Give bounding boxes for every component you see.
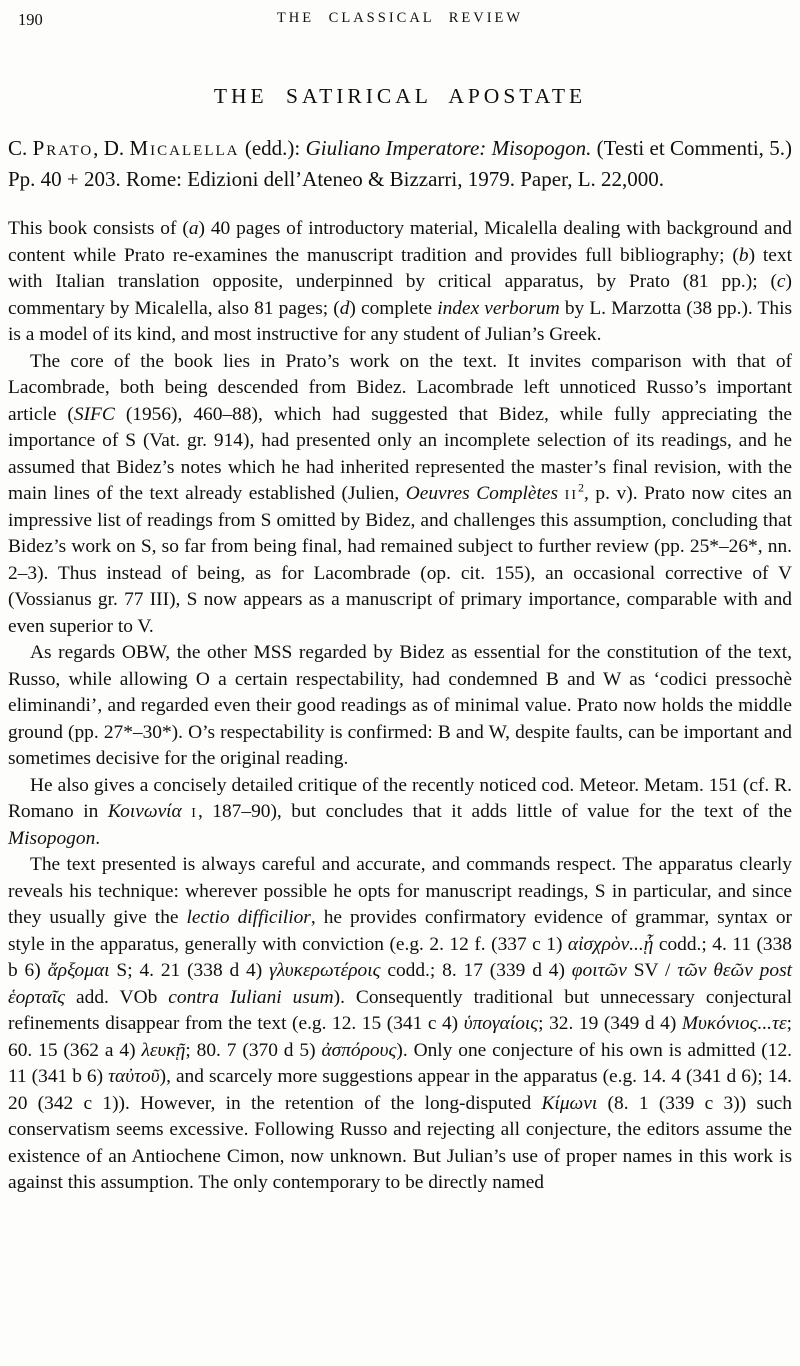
text-segment: τῶν θεῶν — [677, 960, 753, 981]
text-segment: add. VOb — [65, 986, 169, 1008]
paragraph — [8, 773, 792, 853]
text-segment: index verborum — [437, 297, 560, 319]
text-segment — [753, 960, 760, 981]
text-segment: ), and scarcely more suggestions appear in the apparatus (e.g. 14. 4 (341 d 6); 14. 20 (342 c 1)). However, in the retention of the long-disputed — [8, 1066, 792, 1114]
text-segment: by L. Marzotta (38 pp.). This is a model of its kind, and most instructive for any student of Julian’s Greek. — [8, 297, 793, 345]
text-segment: The core of the book lies in Prato’s work on the text. It invites comparison with that of Lacombrade, both being descended from Bidez. Lacombrade left unnoticed Russo’s important article ( — [8, 350, 792, 425]
text-segment: (1956), 460–88), which had suggested that Bidez, while fully appreciating the importance of S (Vat. gr. 914), had presented only an incomplete selection of its readings, and he assumed that Bidez’s notes which he had inherited represented the master’s final revision, with the main lines of the text already established (Julien, — [8, 403, 792, 504]
text-segment: SV / — [626, 960, 678, 981]
page-header — [8, 10, 792, 30]
text-segment: (edd.): — [239, 136, 306, 160]
text-segment: S; 4. 21 (338 d 4) — [109, 960, 270, 981]
text-segment: As regards OBW, the other MSS regarded by Bidez as essential for the constitution of the text, Russo, while allowing O a certain respectability, had condemned B and W as ‘codici pressochè eliminandi’, and regarded even their good readings as of minimal value. Prato now holds the middle ground (pp. 27*–30*). O’s respectability is confirmed: B and W, despite faults, can be important and sometimes decisive for the original reading. — [8, 642, 792, 769]
text-segment: ) commentary by Micalella, also 81 pages; ( — [8, 271, 792, 319]
text-segment — [558, 483, 565, 504]
text-segment: c — [776, 271, 786, 292]
text-segment: post — [759, 960, 792, 981]
text-segment: ). Consequently traditional but unnecessary conjectural refinements disappear from the text (e.g. 12. 15 (341 c 4) — [8, 986, 793, 1034]
text-segment: Misopogon — [8, 827, 96, 849]
text-segment: , he provides confirmatory evidence of grammar, syntax or style in the apparatus, generally with conviction (e.g. 2. 12 f. (337 c 1) — [8, 907, 792, 955]
text-segment: ἑορταῖς — [8, 986, 66, 1008]
text-segment: ) text with Italian translation opposite, underpinned by critical apparatus, by Prato (81 pp.); ( — [8, 244, 792, 292]
text-segment: , p. v). Prato now cites an impressive list of readings from S omitted by Bidez, and challenges this assumption, concluding that Bidez’s work on S, so far from being final, had remained subject to further review (pp. 25*–26*, nn. 2–3). Thus instead of being, as for Lacombrade (op. cit. 155), an occasional corrective of V (Vossianus gr. 77 III), S now appears as a manuscript of primary importance, comparable with and even superior to V. — [8, 483, 792, 637]
paragraph — [8, 349, 792, 641]
text-segment: Oeuvres Complètes — [405, 483, 559, 504]
text-segment: The text presented is always careful and accurate, and commands respect. The apparatus clearly reveals his technique: wherever possible he opts for manuscript readings, S in particular, and since they usually give the — [8, 854, 792, 928]
text-segment: ii — [564, 483, 578, 504]
text-segment: . — [95, 827, 101, 849]
paragraph — [8, 216, 792, 349]
article-title: THE SATIRICAL APOSTATE — [213, 84, 587, 108]
paragraph — [8, 852, 792, 1197]
text-segment: d — [339, 297, 350, 319]
text-segment: This book consists of ( — [8, 218, 189, 239]
text-segment: ). Only one conjecture of his own is admitted (12. 11 (341 b 6) — [8, 1039, 792, 1087]
text-segment: a — [188, 218, 199, 239]
text-segment: , 187–90), but concludes that it adds little of value for the text of the — [197, 801, 792, 822]
text-segment: ) 40 pages of introductory material, Micalella dealing with background and content while Prato re-examines the manuscript tradition and provides full bibliography; ( — [8, 218, 792, 266]
text-segment: ; 32. 19 (349 d 4) — [538, 1013, 682, 1034]
text-segment: (8. 1 (339 c 3)) such conservatism seems excessive. Following Russo and rejecting all conjecture, the editors assume the existence of an Antiochene Cimon, now unknown. But Julian’s use of proper names in this work is against this assumption. The only contemporary to be directly named — [8, 1092, 792, 1193]
text-segment: Micalella — [129, 136, 240, 160]
paragraph — [8, 640, 792, 773]
text-segment: b — [738, 244, 749, 266]
text-segment: 2 — [577, 480, 584, 495]
running-head: THE CLASSICAL REVIEW — [276, 10, 524, 26]
text-segment: ; 80. 7 (370 d 5) — [185, 1039, 322, 1061]
text-segment: i — [191, 801, 198, 822]
text-segment: ) complete — [349, 297, 438, 319]
text-segment: γλυκερωτέροις — [269, 960, 381, 981]
text-segment: Κοινωνία — [107, 801, 182, 822]
text-segment: ἀσπόρους — [321, 1039, 397, 1061]
text-segment: αἰσχρὸν...ᾗ — [567, 933, 654, 955]
text-segment: ὑπογαίοις — [463, 1013, 539, 1034]
text-segment: He also gives a concisely detailed critique of the recently noticed cod. Meteor. Metam. 151 (cf. R. Romano in — [8, 774, 792, 822]
text-segment: codd.; 4. 11 (338 b 6) — [8, 933, 792, 981]
text-segment: contra Iuliani usum — [168, 986, 334, 1008]
citation — [8, 133, 792, 194]
text-segment: ταὐτοῦ — [108, 1066, 160, 1087]
text-segment: φοιτῶν — [571, 960, 627, 981]
text-segment — [182, 801, 192, 822]
text-segment: Giuliano Imperatore: Misopogon. — [305, 136, 592, 160]
text-segment: (Testi et Commenti, 5.) Pp. 40 + 203. Rome: Edizioni dell’Ateneo & Bizzarri, 1979. Paper, L. 22,000. — [8, 136, 792, 191]
text-segment: codd.; 8. 17 (339 d 4) — [380, 960, 572, 981]
text-segment: , D. — [93, 136, 130, 160]
text-segment: Prato — [32, 136, 94, 160]
article-body — [8, 216, 792, 1197]
text-segment: C. — [8, 136, 33, 160]
text-segment: Μυκόνιος...τε — [681, 1013, 787, 1034]
text-segment: Κίμωνι — [541, 1092, 598, 1114]
text-segment: ἄρξομαι — [47, 960, 110, 981]
text-segment: ; 60. 15 (362 a 4) — [8, 1013, 792, 1061]
text-segment: lectio difficilior — [186, 907, 311, 928]
text-segment: SIFC — [73, 403, 115, 425]
page-number: 190 — [18, 10, 43, 29]
text-segment: λευκῇ — [141, 1039, 186, 1061]
